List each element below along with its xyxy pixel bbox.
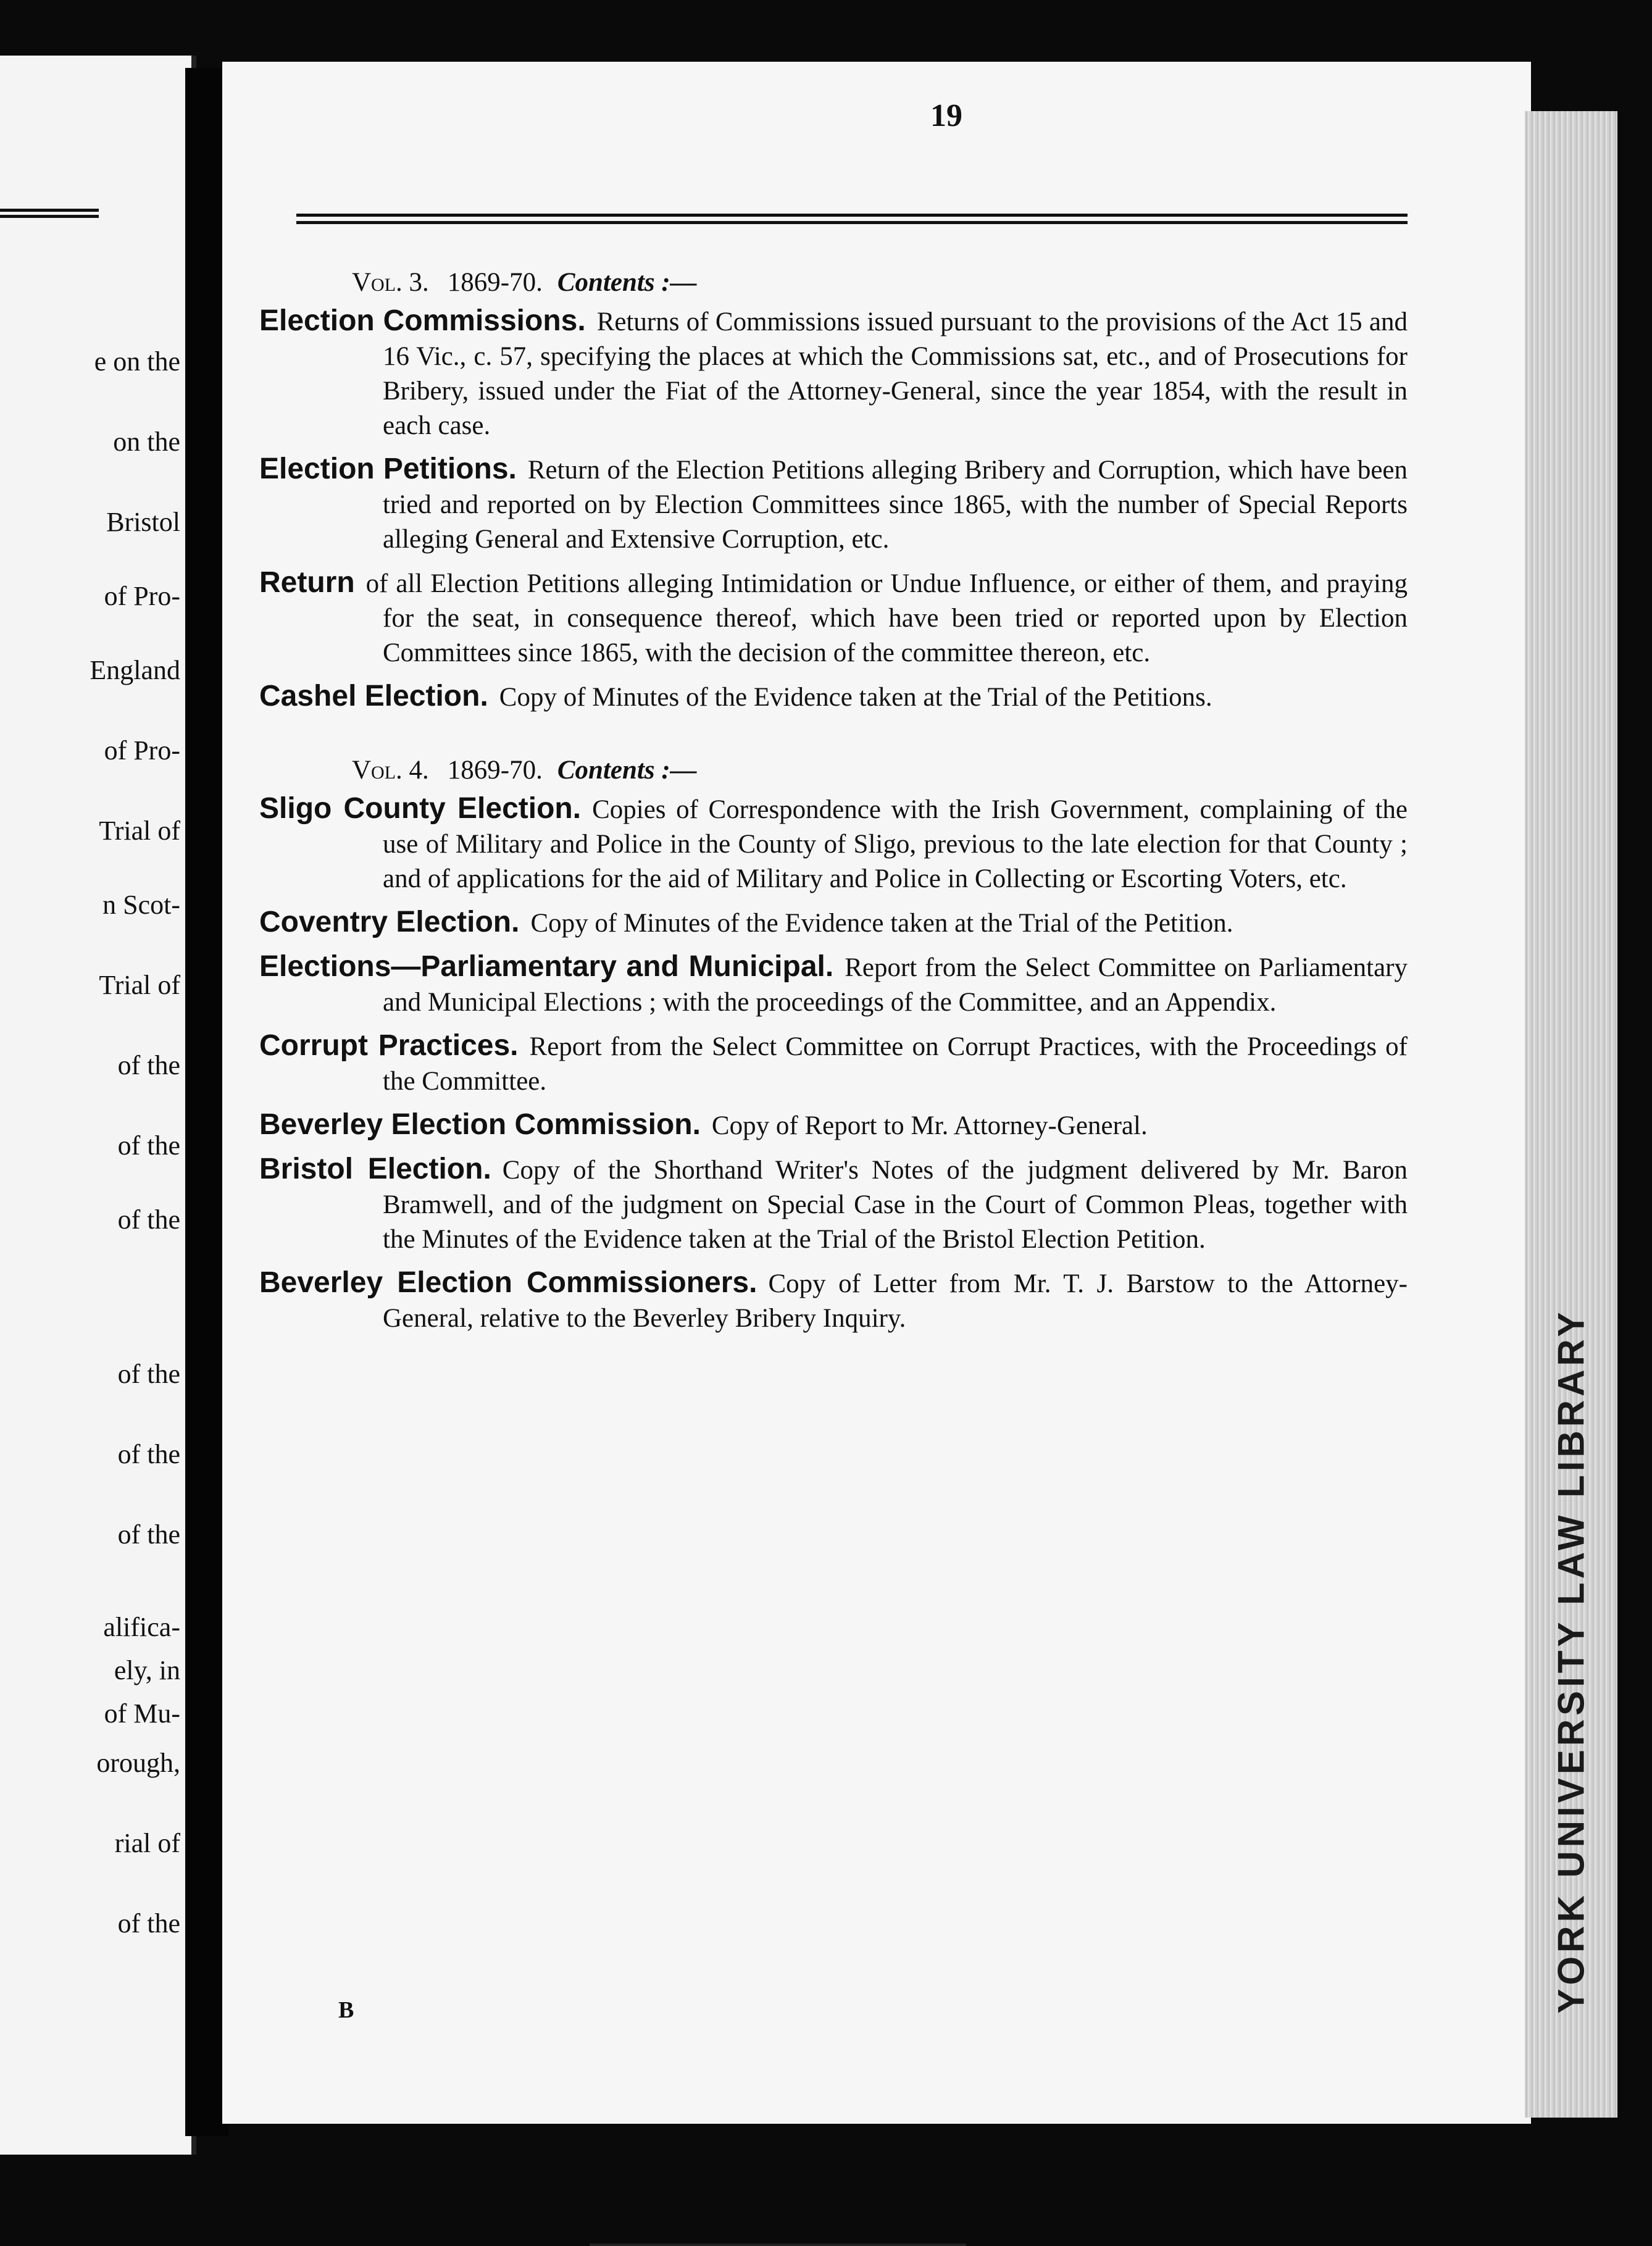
entry-text: Copy of Report to Mr. Attorney-General.: [711, 1111, 1148, 1140]
left-page-fragment: of the: [117, 1204, 180, 1235]
contents-entry: [259, 950, 1408, 1020]
left-page-fragment: Trial of: [99, 970, 180, 1000]
volume-gap: [259, 724, 1408, 753]
left-page-fragment: England: [90, 655, 180, 685]
entry-title: Bristol Election.: [259, 1153, 491, 1185]
volume-heading: [259, 753, 1408, 788]
header-rule: [296, 214, 1408, 217]
entry-text: Copy of the Shorthand Writer's Notes of the judgment delivered by Mr. Baron Bramwell, and of the judgment on Special Case in the Court of Common Pleas, together with the Minutes of the Evidence taken at the Trial of the Bristol Election Petition.: [383, 1156, 1408, 1254]
left-page-rule: [0, 209, 99, 212]
left-page-fragment: of the: [117, 1130, 180, 1161]
left-page-fragment: orough,: [96, 1748, 180, 1778]
entry-text: Return of the Election Petitions alleging Bribery and Corruption, which have been tried and reported on by Election Committees since 1865, with the number of Special Reports alleging General and Extensive Corruption, etc.: [383, 456, 1408, 554]
contents-entry: [259, 304, 1408, 443]
entry-title: Return: [259, 566, 355, 599]
left-page-fragment: alifica-: [103, 1612, 180, 1642]
contents-entry: [259, 679, 1408, 715]
entry-title: Beverley Election Commissioners.: [259, 1266, 757, 1299]
entry-title: Beverley Election Commission.: [259, 1108, 701, 1141]
volume-years: 1869-70.: [447, 756, 543, 785]
contents-entry: [259, 1108, 1408, 1143]
library-stamp-text: YORK UNIVERSITY LAW LIBRARY: [1550, 1308, 1592, 2014]
volume-label: Vol. 4.: [352, 756, 429, 785]
left-page-fragment: of the: [117, 1908, 180, 1939]
contents-entry: [259, 452, 1408, 557]
entry-text: Returns of Commissions issued pursuant to the provisions of the Act 15 and 16 Vic., c. 57, specifying the places at which the Commissions sat, etc., and of Prosecutions for Bribery, issued under the Fiat of the Attorney-General, since the year 1854, with the result in each case.: [383, 307, 1408, 440]
contents-entry: [259, 1029, 1408, 1099]
left-page-rule: [0, 215, 99, 218]
header-rule: [296, 221, 1408, 224]
left-page-fragment: of Pro-: [104, 735, 180, 766]
left-page-fragment: of the: [117, 1439, 180, 1469]
contents-label: Contents :—: [557, 756, 697, 785]
entry-text: of all Election Petitions alleging Intimidation or Undue Influence, or either of them, and praying for the seat, in consequence thereof, which have been tried or reported upon by Election Committees since 1865, with the decision of the committee thereon, etc.: [365, 569, 1408, 667]
entry-title: Cashel Election.: [259, 680, 488, 712]
left-page-fragment: Trial of: [99, 816, 180, 846]
left-page-fragment: Bristol: [106, 507, 180, 537]
left-page-fragment: of Mu-: [104, 1698, 180, 1729]
entry-title: Elections—Parliamentary and Municipal.: [259, 950, 834, 983]
contents-label: Contents :—: [557, 268, 697, 297]
left-page-fragment: ely, in: [114, 1655, 180, 1685]
contents-entry: [259, 1152, 1408, 1257]
contents-listing: [259, 265, 1408, 1345]
volume-label: Vol. 3.: [352, 268, 429, 297]
entry-title: Coventry Election.: [259, 906, 520, 938]
left-page-fragment: of the: [117, 1519, 180, 1550]
entry-text: Copy of Minutes of the Evidence taken at the Trial of the Petition.: [530, 909, 1233, 938]
left-page-fragment: of Pro-: [104, 581, 180, 611]
signature-mark: B: [338, 1997, 354, 2023]
left-page-fragment: e on the: [94, 346, 180, 377]
left-page-fragment: n Scot-: [102, 890, 180, 920]
library-stamp: [1546, 1308, 1596, 2014]
entry-title: Corrupt Practices.: [259, 1029, 519, 1062]
left-page-fragment: rial of: [114, 1828, 180, 1858]
contents-entry: [259, 905, 1408, 941]
left-page-fragment: on the: [113, 427, 180, 457]
contents-entry: [259, 566, 1408, 670]
entry-title: Sligo County Election.: [259, 792, 582, 825]
contents-entry: [259, 1266, 1408, 1336]
entry-text: Report from the Select Committee on Corrupt Practices, with the Proceedings of the Committee.: [383, 1032, 1408, 1096]
left-page-fragment: of the: [117, 1050, 180, 1080]
entry-text: Copy of Minutes of the Evidence taken at the Trial of the Petitions.: [499, 683, 1212, 712]
entry-title: Election Petitions.: [259, 453, 517, 485]
end-rule: [590, 2244, 966, 2246]
contents-entry: [259, 791, 1408, 896]
left-page-fragment: of the: [117, 1359, 180, 1389]
entry-text: Copies of Correspondence with the Irish Government, complaining of the use of Military and Police in the County of Sligo, previous to the late election for that County ; and of applications for the aid of Military and Police in Collecting or Escorting Voters, etc.: [383, 795, 1408, 893]
entry-title: Election Commissions.: [259, 304, 586, 337]
volume-heading: [259, 265, 1408, 300]
page-number: 19: [930, 98, 962, 133]
volume-years: 1869-70.: [447, 268, 543, 297]
entry-text: Report from the Select Committee on Parliamentary and Municipal Elections ; with the proceedings of the Committee, and an Appendix.: [383, 953, 1408, 1017]
left-facing-page: [0, 56, 196, 2155]
entry-text: Copy of Letter from Mr. T. J. Barstow to the Attorney-General, relative to the Beverley Bribery Inquiry.: [383, 1269, 1408, 1333]
